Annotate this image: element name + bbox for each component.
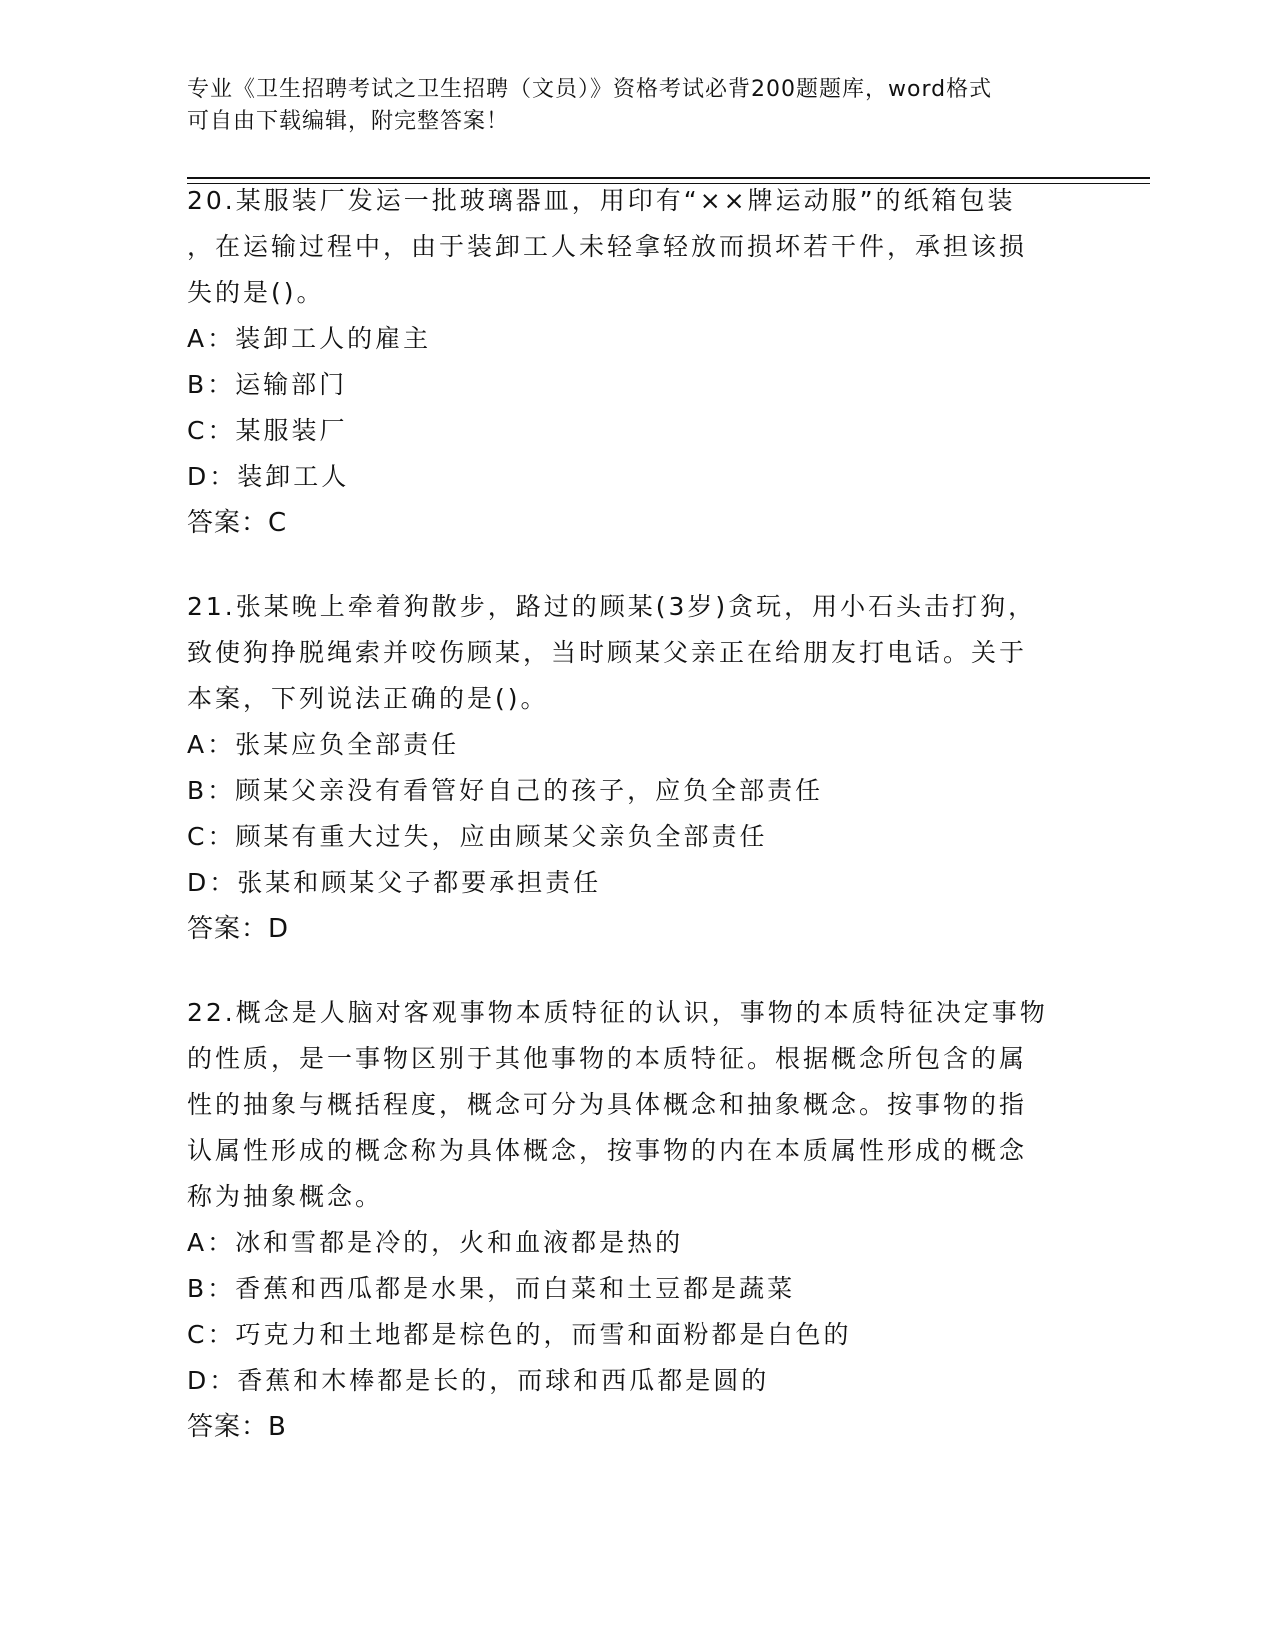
question-text-line: 20.某服装厂发运一批玻璃器皿，用印有“××牌运动服”的纸箱包装 — [187, 186, 1016, 215]
option-a: A：张某应负全部责任 — [187, 730, 460, 759]
option-b: B：香蕉和西瓜都是水果，而白菜和土豆都是蔬菜 — [187, 1274, 796, 1303]
option-b: B：顾某父亲没有看管好自己的孩子，应负全部责任 — [187, 776, 824, 805]
document-header — [187, 74, 1067, 138]
question-text-line: 本案，下列说法正确的是()。 — [187, 684, 549, 713]
question-22 — [187, 990, 1087, 1450]
option-d: D：香蕉和木棒都是长的，而球和西瓜都是圆的 — [187, 1366, 770, 1395]
question-text-line: 21.张某晚上牵着狗散步，路过的顾某(3岁)贪玩，用小石头击打狗， — [187, 592, 1037, 621]
answer-label: 答案：C — [187, 508, 288, 538]
question-text-line: 认属性形成的概念称为具体概念，按事物的内在本质属性形成的概念 — [187, 1136, 1028, 1165]
question-text-line: 致使狗挣脱绳索并咬伤顾某，当时顾某父亲正在给朋友打电话。关于 — [187, 638, 1028, 667]
option-d: D：张某和顾某父子都要承担责任 — [187, 868, 602, 897]
option-a: A：冰和雪都是冷的，火和血液都是热的 — [187, 1228, 684, 1257]
option-b: B：运输部门 — [187, 370, 348, 399]
question-text-line: ，在运输过程中，由于装卸工人未轻拿轻放而损坏若干件，承担该损 — [187, 232, 1028, 261]
header-line-2: 可自由下载编辑，附完整答案！ — [187, 109, 510, 134]
header-line-1: 专业《卫生招聘考试之卫生招聘（文员）》资格考试必背200题题库，word格式 — [187, 77, 993, 102]
option-c: C：顾某有重大过失，应由顾某父亲负全部责任 — [187, 822, 768, 851]
option-d: D：装卸工人 — [187, 462, 350, 491]
option-c: C：巧克力和土地都是棕色的，而雪和面粉都是白色的 — [187, 1320, 852, 1349]
option-a: A：装卸工人的雇主 — [187, 324, 432, 353]
answer-label: 答案：D — [187, 914, 290, 944]
question-text-line: 称为抽象概念。 — [187, 1182, 384, 1211]
question-text-line: 22.概念是人脑对客观事物本质特征的认识，事物的本质特征决定事物 — [187, 998, 1048, 1027]
question-20 — [187, 178, 1087, 546]
question-text-line: 失的是()。 — [187, 278, 325, 307]
option-c: C：某服装厂 — [187, 416, 348, 445]
answer-label: 答案：B — [187, 1412, 287, 1442]
question-text-line: 性的抽象与概括程度，概念可分为具体概念和抽象概念。按事物的指 — [187, 1090, 1028, 1119]
question-21 — [187, 584, 1087, 952]
question-text-line: 的性质，是一事物区别于其他事物的本质特征。根据概念所包含的属 — [187, 1044, 1028, 1073]
